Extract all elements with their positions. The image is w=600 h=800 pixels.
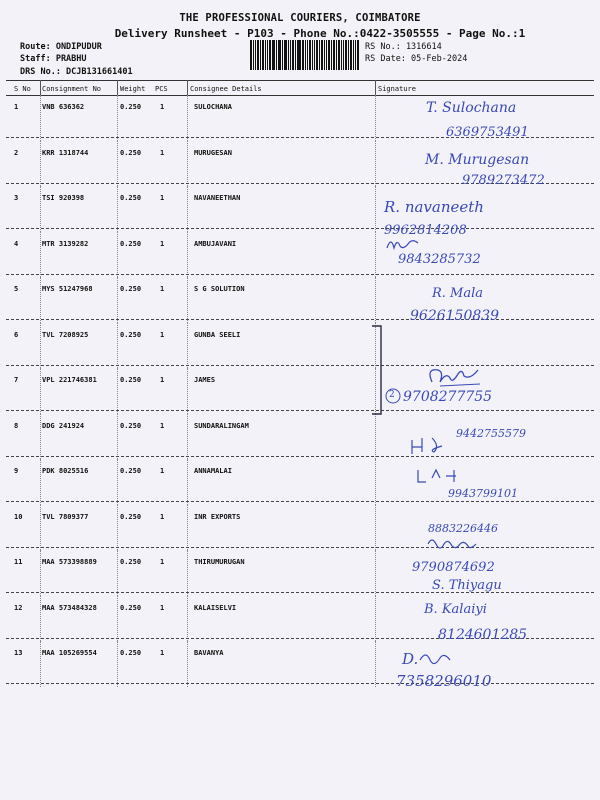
row-weight: 0.250 xyxy=(120,103,142,111)
row-sno: 6 xyxy=(14,330,19,339)
row-consignment-no: MAA 573398889 xyxy=(42,558,97,566)
signature-3-phone: 9962814208 xyxy=(384,223,467,238)
row-weight: 0.250 xyxy=(120,376,142,384)
row-sno: 8 xyxy=(14,421,19,430)
row-consignment-no: PDK 8025516 xyxy=(42,467,89,475)
row-pcs: 1 xyxy=(160,421,165,430)
row-pcs: 1 xyxy=(160,603,165,612)
row-consignee-name: NAVANEETHAN xyxy=(194,194,241,202)
row-weight: 0.250 xyxy=(120,194,142,202)
row-consignee-name: ANNAMALAI xyxy=(194,467,232,475)
row-consignment-no: TVL 7208925 xyxy=(42,330,89,339)
document-title: THE PROFESSIONAL COURIERS, COIMBATORE xyxy=(179,12,421,24)
row-weight: 0.250 xyxy=(120,603,142,612)
row-weight: 0.250 xyxy=(120,330,142,339)
row-consignee-name: JAMES xyxy=(194,376,216,384)
row-sno: 1 xyxy=(14,103,19,111)
col-consignment-header: Consignment No xyxy=(42,85,102,93)
row-pcs: 1 xyxy=(160,285,165,293)
row-consignee-name: AMBUJAVANI xyxy=(194,239,237,248)
row-weight: 0.250 xyxy=(120,239,142,248)
row-pcs: 1 xyxy=(160,148,165,157)
signature-8-phone: 9943799101 xyxy=(448,487,518,500)
row-consignment-no: MAA 573484328 xyxy=(42,603,97,612)
col-weight-header: Weight xyxy=(120,85,146,93)
row-consignment-no: TVL 7809377 xyxy=(42,512,89,521)
document-subtitle: Delivery Runsheet - P103 - Phone No.:0422-3505555 - Page No.:1 xyxy=(114,27,526,40)
rs-number: RS No.: 1316614 xyxy=(365,42,442,52)
row-consignee-name: KALAISELVI xyxy=(194,603,237,612)
row-consignment-no: VNB 636362 xyxy=(42,103,85,111)
row-consignee-name: BAVANYA xyxy=(194,649,224,657)
row-consignment-no: MAA 105269554 xyxy=(42,649,97,657)
signature-5-name: R. Mala xyxy=(432,286,484,301)
row-consignee-name: GUNBA SEELI xyxy=(194,330,241,339)
row-weight: 0.250 xyxy=(120,512,142,521)
row-consignee-name: SUNDARALINGAM xyxy=(194,421,249,430)
rs-date: RS Date: 05-Feb-2024 xyxy=(365,54,468,64)
signature-1-name: T. Sulochana xyxy=(426,100,517,116)
row-sno: 9 xyxy=(14,467,19,475)
drs-label: DRS No.: DCJB131661401 xyxy=(20,67,133,77)
col-sno-header: S No xyxy=(14,85,31,93)
row-consignee-name: THIRUMURUGAN xyxy=(194,558,245,566)
row-pcs: 1 xyxy=(160,467,165,475)
row-sno: 13 xyxy=(14,649,23,657)
row-weight: 0.250 xyxy=(120,285,142,293)
row-sno: 10 xyxy=(14,512,23,521)
row-sno: 2 xyxy=(14,148,19,157)
col-consignee-header: Consignee Details xyxy=(190,85,262,93)
row-sno: 4 xyxy=(14,239,19,248)
signature-12-name: D. xyxy=(402,650,419,668)
row-weight: 0.250 xyxy=(120,467,142,475)
signature-9-phone: 8883226446 xyxy=(428,522,498,535)
row-consignee-name: S G SOLUTION xyxy=(194,285,245,293)
row-consignment-no: TSI 920398 xyxy=(42,194,85,202)
row-weight: 0.250 xyxy=(120,558,142,566)
row-consignee-name: SULOCHANA xyxy=(194,103,232,111)
staff-label: Staff: PRABHU xyxy=(20,54,87,64)
row-consignment-no: MTR 3139282 xyxy=(42,239,89,248)
signature-12-phone: 7358296010 xyxy=(396,672,492,690)
row-weight: 0.250 xyxy=(120,148,142,157)
row-consignment-no: VPL 221746381 xyxy=(42,376,97,384)
signature-4-phone: 9843285732 xyxy=(398,252,481,267)
signature-11-name: B. Kalaiyi xyxy=(424,602,487,617)
circled-count: 2 xyxy=(389,390,395,400)
row-consignment-no: MYS 51247968 xyxy=(42,285,93,293)
row-consignment-no: KRR 1318744 xyxy=(42,148,89,157)
col-pcs-header: PCS xyxy=(155,85,168,93)
row-sno: 3 xyxy=(14,194,19,202)
signature-5-phone: 9626150839 xyxy=(410,308,500,324)
col-signature-header: Signature xyxy=(378,85,416,93)
route-label: Route: ONDIPUDUR xyxy=(20,42,102,52)
signature-10-name: S. Thiyagu xyxy=(432,578,502,593)
row-consignee-name: MURUGESAN xyxy=(194,148,232,157)
row-weight: 0.250 xyxy=(120,421,142,430)
signature-7-text: 9442755579 xyxy=(456,427,526,440)
signature-3-name: R. navaneeth xyxy=(384,198,484,216)
row-consignment-no: DDG 241924 xyxy=(42,421,85,430)
row-pcs: 1 xyxy=(160,239,165,248)
signature-1-phone: 6369753491 xyxy=(446,125,529,140)
row-pcs: 1 xyxy=(160,558,165,566)
signature-2-phone: 9789273472 xyxy=(462,173,545,188)
row-pcs: 1 xyxy=(160,330,165,339)
row-pcs: 1 xyxy=(160,649,165,657)
row-sno: 12 xyxy=(14,603,23,612)
row-pcs: 1 xyxy=(160,376,165,384)
row-pcs: 1 xyxy=(160,103,165,111)
row-weight: 0.250 xyxy=(120,649,142,657)
row-sno: 7 xyxy=(14,376,19,384)
row-pcs: 1 xyxy=(160,512,165,521)
row-pcs: 1 xyxy=(160,194,165,202)
row-sno: 5 xyxy=(14,285,19,293)
row-consignee-name: INR EXPORTS xyxy=(194,512,241,521)
signature-2-name: M. Murugesan xyxy=(425,152,530,168)
signature-6-phone: 9708277755 xyxy=(403,389,493,405)
signature-11-phone: 8124601285 xyxy=(438,627,528,643)
row-sno: 11 xyxy=(14,558,23,566)
signature-10-phone: 9790874692 xyxy=(412,560,495,575)
